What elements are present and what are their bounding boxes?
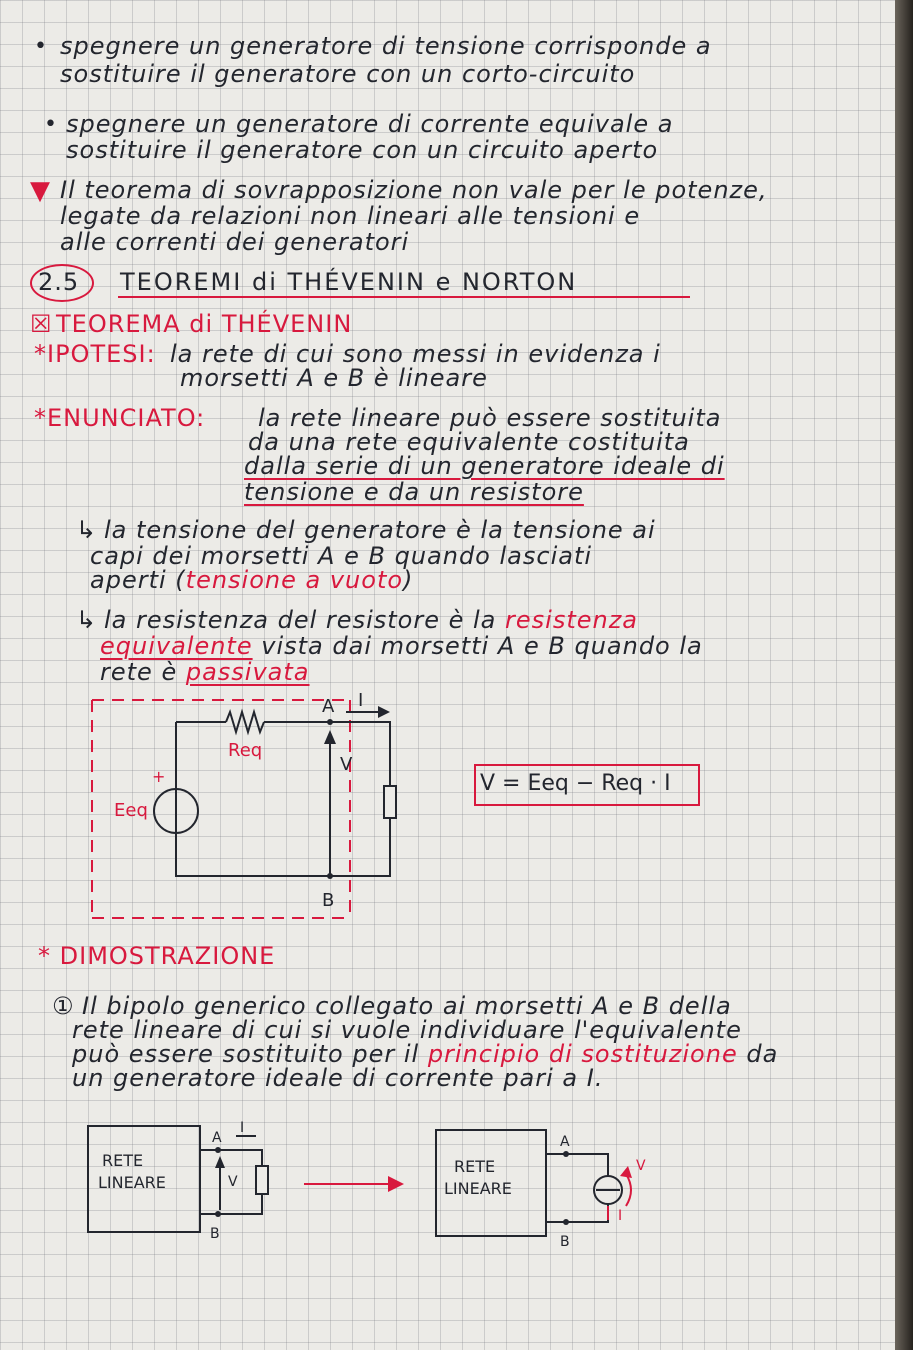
load-resistor: [256, 1166, 268, 1194]
warning-line-3: alle correnti dei generatori: [60, 228, 410, 256]
bullet-1-line-2: sostituire il generatore con un corto-circuito: [60, 60, 636, 88]
theorem-title: TEOREMA di THÉVENIN: [56, 310, 353, 338]
source-label: Eeq: [114, 800, 148, 821]
note-2-line-1-plain: la resistenza del resistore è la: [104, 606, 497, 634]
bullet-dot: •: [44, 112, 57, 137]
notebook-edge: [895, 0, 913, 1350]
box-line-1: RETE: [454, 1157, 496, 1176]
enunciato-line-4: tensione e da un resistore: [244, 478, 584, 506]
theorem-marker: ☒: [30, 310, 53, 338]
source-plus: +: [152, 767, 166, 786]
note-1-line-3: [90, 568, 413, 592]
dimostrazione-line-3-red: principio di sostituzione: [427, 1040, 738, 1068]
dimostrazione-line-3: [72, 1042, 778, 1066]
bullet-2-line-1: spegnere un generatore di corrente equivale a: [66, 110, 674, 138]
thevenin-circuit: [80, 686, 420, 926]
voltage-arrow-head: [620, 1166, 632, 1178]
current-label: I: [618, 1208, 623, 1224]
current-arrow-head: [378, 706, 390, 718]
node-b-label: B: [322, 890, 335, 911]
note-1-line-2: capi dei morsetti A e B quando lasciati: [90, 542, 593, 570]
box-line-1: RETE: [102, 1151, 144, 1170]
box-line-2: LINEARE: [98, 1173, 166, 1192]
ipotesi-label: *IPOTESI:: [34, 340, 156, 368]
note-2-line-3-red: passivata: [185, 658, 310, 686]
enunciato-line-2: da una rete equivalente costituita: [248, 428, 690, 456]
note-2-line-1: [104, 608, 638, 632]
note-1-line-3-red: tensione a vuoto: [185, 566, 404, 594]
ipotesi-line-1: la rete di cui sono messi in evidenza i: [170, 340, 661, 368]
node-a-label: A: [322, 696, 335, 717]
note-1-line-3-end: ): [403, 566, 414, 594]
dimostrazione-line-2: rete lineare di cui si vuole individuare l'equivalente: [72, 1016, 742, 1044]
node-a-label: A: [560, 1134, 570, 1150]
note-2-line-2: [100, 634, 703, 658]
section-underline: [118, 296, 690, 298]
voltage-label: V: [340, 754, 353, 775]
note-2-line-2-plain: vista dai morsetti A e B quando la: [261, 632, 703, 660]
node-b-label: B: [210, 1226, 220, 1242]
node-b-label: B: [560, 1234, 570, 1250]
dimostrazione-line-3-end: da: [746, 1040, 779, 1068]
node-a-label: A: [212, 1130, 222, 1146]
bullet-2-line-2: sostituire il generatore con un circuito aperto: [66, 136, 659, 164]
node-a-dot: [215, 1147, 221, 1153]
node-b-dot: [563, 1219, 569, 1225]
note-1-line-1: la tensione del generatore è la tensione ai: [104, 516, 656, 544]
voltage-arrow: [626, 1174, 631, 1206]
node-a-dot: [327, 719, 333, 725]
enunciato-line-1: la rete lineare può essere sostituita: [258, 404, 722, 432]
current-label: I: [358, 690, 364, 711]
dimostrazione-line-1: Il bipolo generico collegato ai morsetti A e B della: [82, 992, 732, 1020]
linear-network-with-load: [80, 1110, 280, 1250]
note-arrow-icon: ↳: [76, 606, 98, 634]
voltage-arrow-head: [324, 730, 336, 744]
dimostrazione-label: * DIMOSTRAZIONE: [38, 942, 276, 970]
node-b-dot: [215, 1211, 221, 1217]
box-line-2: LINEARE: [444, 1179, 512, 1198]
wire: [546, 1154, 608, 1222]
transform-arrow-icon: [300, 1172, 410, 1196]
note-2-line-2-red: equivalente: [100, 632, 253, 660]
section-number: 2.5: [38, 268, 80, 296]
formula: V = Eeq − Req · I: [480, 771, 671, 796]
enunciato-line-3: dalla serie di un generatore ideale di: [244, 452, 725, 480]
voltage-label: V: [636, 1158, 646, 1174]
linear-network-with-current-source: [430, 1120, 670, 1260]
section-title: TEOREMI di THÉVENIN e NORTON: [120, 268, 578, 296]
note-arrow-icon: ↳: [76, 516, 98, 544]
current-label: I: [240, 1120, 245, 1136]
exclamation-icon: ▼: [30, 176, 50, 206]
ipotesi-line-2: morsetti A e B è lineare: [180, 364, 488, 392]
resistor-req: [226, 712, 264, 732]
enunciato-label: *ENUNCIATO:: [34, 404, 206, 432]
note-2-line-1-red: resistenza: [505, 606, 639, 634]
node-a-dot: [563, 1151, 569, 1157]
note-2-line-3: [100, 660, 310, 684]
warning-line-1: Il teorema di sovrapposizione non vale per le potenze,: [60, 176, 768, 204]
bullet-1-line-1: spegnere un generatore di tensione corrisponde a: [60, 32, 712, 60]
warning-line-2: legate da relazioni non lineari alle tensioni e: [60, 202, 641, 230]
voltage-label: V: [228, 1174, 238, 1190]
note-1-line-3-plain: aperti (: [90, 566, 186, 594]
step-number: ①: [52, 992, 75, 1020]
voltage-arrow-head: [215, 1156, 225, 1168]
load-resistor: [384, 786, 396, 818]
wire: [330, 722, 390, 876]
dimostrazione-line-4: un generatore ideale di corrente pari a I.: [72, 1064, 604, 1092]
bullet-dot: •: [34, 34, 47, 59]
dimostrazione-line-3-plain: può essere sostituito per il: [72, 1040, 420, 1068]
resistor-label: Req: [228, 740, 263, 761]
note-2-line-3-plain: rete è: [100, 658, 178, 686]
